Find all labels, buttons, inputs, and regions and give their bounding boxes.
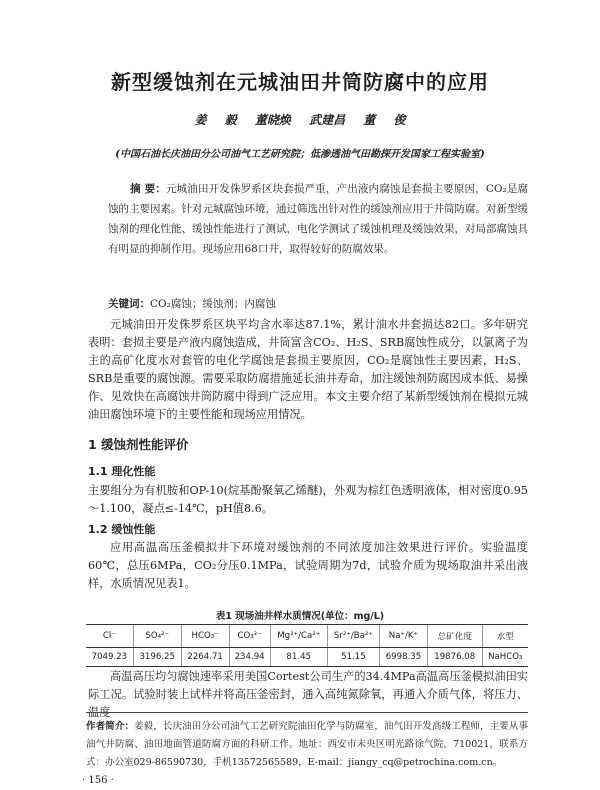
affiliation: (中国石油长庆油田分公司油气工艺研究院；低渗透油气田勘探开发国家工程实验室) (115, 149, 485, 160)
table-header: CO₃²⁻ (229, 625, 270, 648)
table-cell: 6998.35 (380, 648, 428, 667)
table-row (86, 648, 528, 667)
abstract-text: 元城油田开发侏罗系区块套损严重，产出液内腐蚀是套损主要原因，CO₂是腐蚀的主要因素。针对元城腐蚀环境，通过筛选出针对性的缓蚀剂应用于井筒防腐。对新型缓蚀剂的理化性能、缓蚀性能进行了测试，电化学测试了缓蚀机理及缓蚀效果，对局部腐蚀具有明显的抑制作用。现场应用68口井，取得较好的防腐效果。 (108, 183, 528, 255)
keywords (108, 296, 528, 311)
table-header-row (86, 625, 528, 648)
abstract-label: 摘 要： (130, 183, 166, 195)
table-cell: 3196.25 (133, 648, 181, 667)
section-1-2-heading: 1.2 缓蚀性能 (88, 523, 156, 536)
paper-title: 新型缓蚀剂在元城油田井筒防腐中的应用 (111, 70, 489, 94)
table-header: 总矿化度 (427, 625, 482, 648)
keywords-text: CO₂腐蚀；缓蚀剂；内腐蚀 (150, 298, 276, 310)
keywords-label: 关键词： (108, 298, 150, 310)
table-cell: 2264.71 (181, 648, 229, 667)
table-caption: 表1 现场油井样水质情况(单位：mg/L) (215, 611, 385, 622)
table-header: Sr²⁺/Ba²⁺ (327, 625, 379, 648)
table-header: SO₄²⁻ (133, 625, 181, 648)
table-header: Na⁺/K⁺ (380, 625, 428, 648)
footnote-divider (86, 712, 528, 713)
water-quality-table (86, 624, 528, 667)
table-cell: 51.15 (327, 648, 379, 667)
table-cell: 81.45 (270, 648, 327, 667)
section-1-1-heading: 1.1 理化性能 (88, 465, 156, 478)
abstract (108, 179, 528, 259)
table-header: 水型 (482, 625, 528, 648)
table-cell: 19876.08 (427, 648, 482, 667)
section-1-heading: 1 缓蚀剂性能评价 (88, 437, 189, 452)
table-cell: 7049.23 (86, 648, 133, 667)
intro-paragraph: 元城油田开发侏罗系区块平均含水率达87.1%，累计油水井套损达82口。多年研究表明：套损主要是产液内腐蚀造成，井筒富含CO₂、H₂S、SRB腐蚀性成分，以氯离子为主的高矿化度水对套管的电化学腐蚀是套损主要原因，CO₂是腐蚀性主要因素，H₂S、SRB是重要的腐蚀源。需要采取防腐措施延长油井寿命，加注缓蚀剂防腐因成本低、易操作、见效快在高腐蚀井筒防腐中得到广泛应用。本文主要介绍了某新型缓蚀剂在模拟元城油田腐蚀环境下的主要性能和现场应用情况。 (88, 318, 528, 421)
footnote-label: 作者简介： (86, 721, 135, 732)
table-header: HCO₃⁻ (181, 625, 229, 648)
table-header: Mg²⁺/Ca²⁺ (270, 625, 327, 648)
paragraph-after-table: 高温高压均匀腐蚀速率采用美国Cortest公司生产的34.4MPa高温高压釜模拟油田实际工况。试验时装上试样并将高压釜密封，通入高纯氮除氧，再通入介质气体，将压力、温度 (88, 670, 528, 719)
table-cell: 234.94 (229, 648, 270, 667)
author-footnote (86, 718, 528, 772)
section-1-2-text: 应用高温高压釜模拟井下环境对缓蚀剂的不同浓度加注效果进行评价。实验温度60℃，总压6MPa，CO₂分压0.1MPa，试验周期为7d，试验介质为规场取油井采出液样，水质情况见表1。 (88, 541, 528, 590)
footnote-text: 姜毅，长庆油田分公司油气工艺研究院油田化学与防腐室，油气田开发高级工程师，主要从事油气井防腐、油田地面管道防腐方面的科研工作。地址：西安市未央区明光路徐气院，710021，联系方式：办公室029-86590730，手机13572565589，E-mail：jiangy_cq@petrochina.com.cn。 (86, 721, 528, 768)
authors: 姜 毅 董晓焕 武建昌 董 俊 (194, 113, 406, 127)
table-header: Cl⁻ (86, 625, 133, 648)
table-cell: NaHCO₃ (482, 648, 528, 667)
page-number: · 156 · (82, 775, 114, 786)
section-1-1-text: 主要组分为有机胺和OP-10(烷基酚聚氧乙烯醚)，外观为棕红色透明液体，相对密度0.95～1.100，凝点≤-14℃，pH值8.6。 (88, 484, 528, 515)
